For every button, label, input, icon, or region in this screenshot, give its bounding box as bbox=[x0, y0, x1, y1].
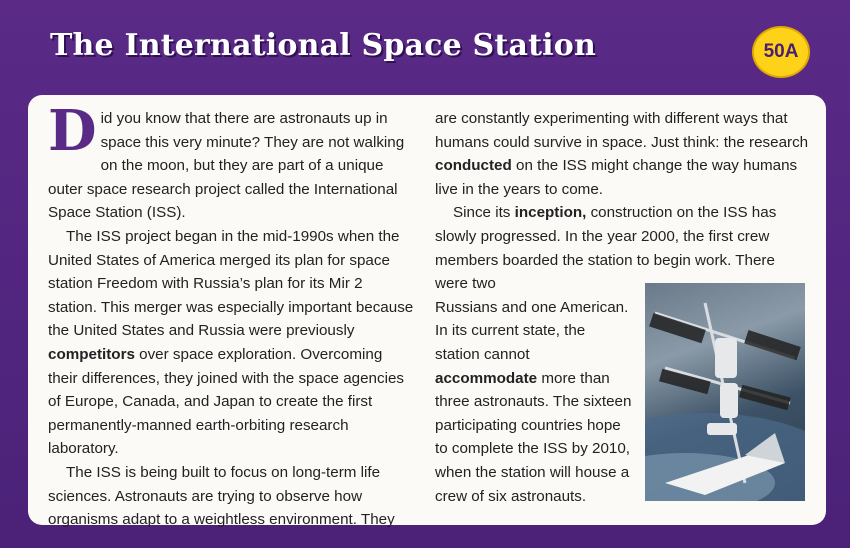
drop-cap: D bbox=[48, 98, 97, 164]
paragraph-science: The ISS is being built to focus on long-term life sciences. Astronauts are trying to observe how organisms adapt to a weightless environment. They bbox=[48, 463, 395, 529]
space-station-icon bbox=[645, 283, 805, 501]
space-station-photo bbox=[645, 283, 805, 501]
vocab-word-accommodate: accommodate bbox=[435, 369, 538, 387]
crew-text-b: more than three astronauts. The sixteen participating countries hope to complete the ISS by 2010, when the station will house a crew of six astronauts. bbox=[435, 369, 632, 505]
vocab-word-inception: inception, bbox=[514, 204, 587, 222]
paragraph-research bbox=[435, 107, 809, 201]
history-text-b: over space exploration. Overcoming their differences, they joined with the space agencies of Europe, Canada, and Japan to create the first permanently-manned earth-orbiting research laboratory. bbox=[48, 345, 405, 458]
card-number-badge: 50A bbox=[752, 26, 810, 78]
content-panel bbox=[28, 95, 826, 529]
vocab-word-competitors: competitors bbox=[48, 345, 135, 363]
research-text-b: on the ISS might change the way humans live in the years to come. bbox=[435, 157, 798, 198]
intro-text: id you know that there are astronauts up in space this very minute? They are not walking on the moon, but they are part of a unique outer space research project called the International Space Station (ISS). bbox=[48, 110, 405, 222]
paragraph-intro bbox=[48, 98, 414, 225]
vocab-word-conducted: conducted bbox=[435, 157, 512, 175]
text-column-left bbox=[48, 98, 414, 532]
history-text-a: The ISS project began in the mid-1990s when the United States of America merged its plan for space station Freedom with Russia’s plan for its Mir 2 station. This merger was especially important because the United States and Russia were previously bbox=[48, 227, 414, 340]
research-text-a: are constantly experimenting with different ways that humans could survive in space. Just think: the research bbox=[435, 110, 809, 151]
construction-text-a: Since its bbox=[453, 204, 515, 222]
paragraph-crew bbox=[435, 296, 633, 508]
paragraph-construction bbox=[435, 201, 809, 295]
paragraph-history bbox=[48, 225, 414, 461]
page-title: The International Space Station bbox=[50, 28, 596, 63]
construction-text-b: construction on the ISS has slowly progressed. In the year 2000, the first crew members boarded the station to begin work. There were two bbox=[435, 204, 777, 293]
crew-text-a: Russians and one American. In its current state, the station cannot bbox=[435, 298, 629, 363]
